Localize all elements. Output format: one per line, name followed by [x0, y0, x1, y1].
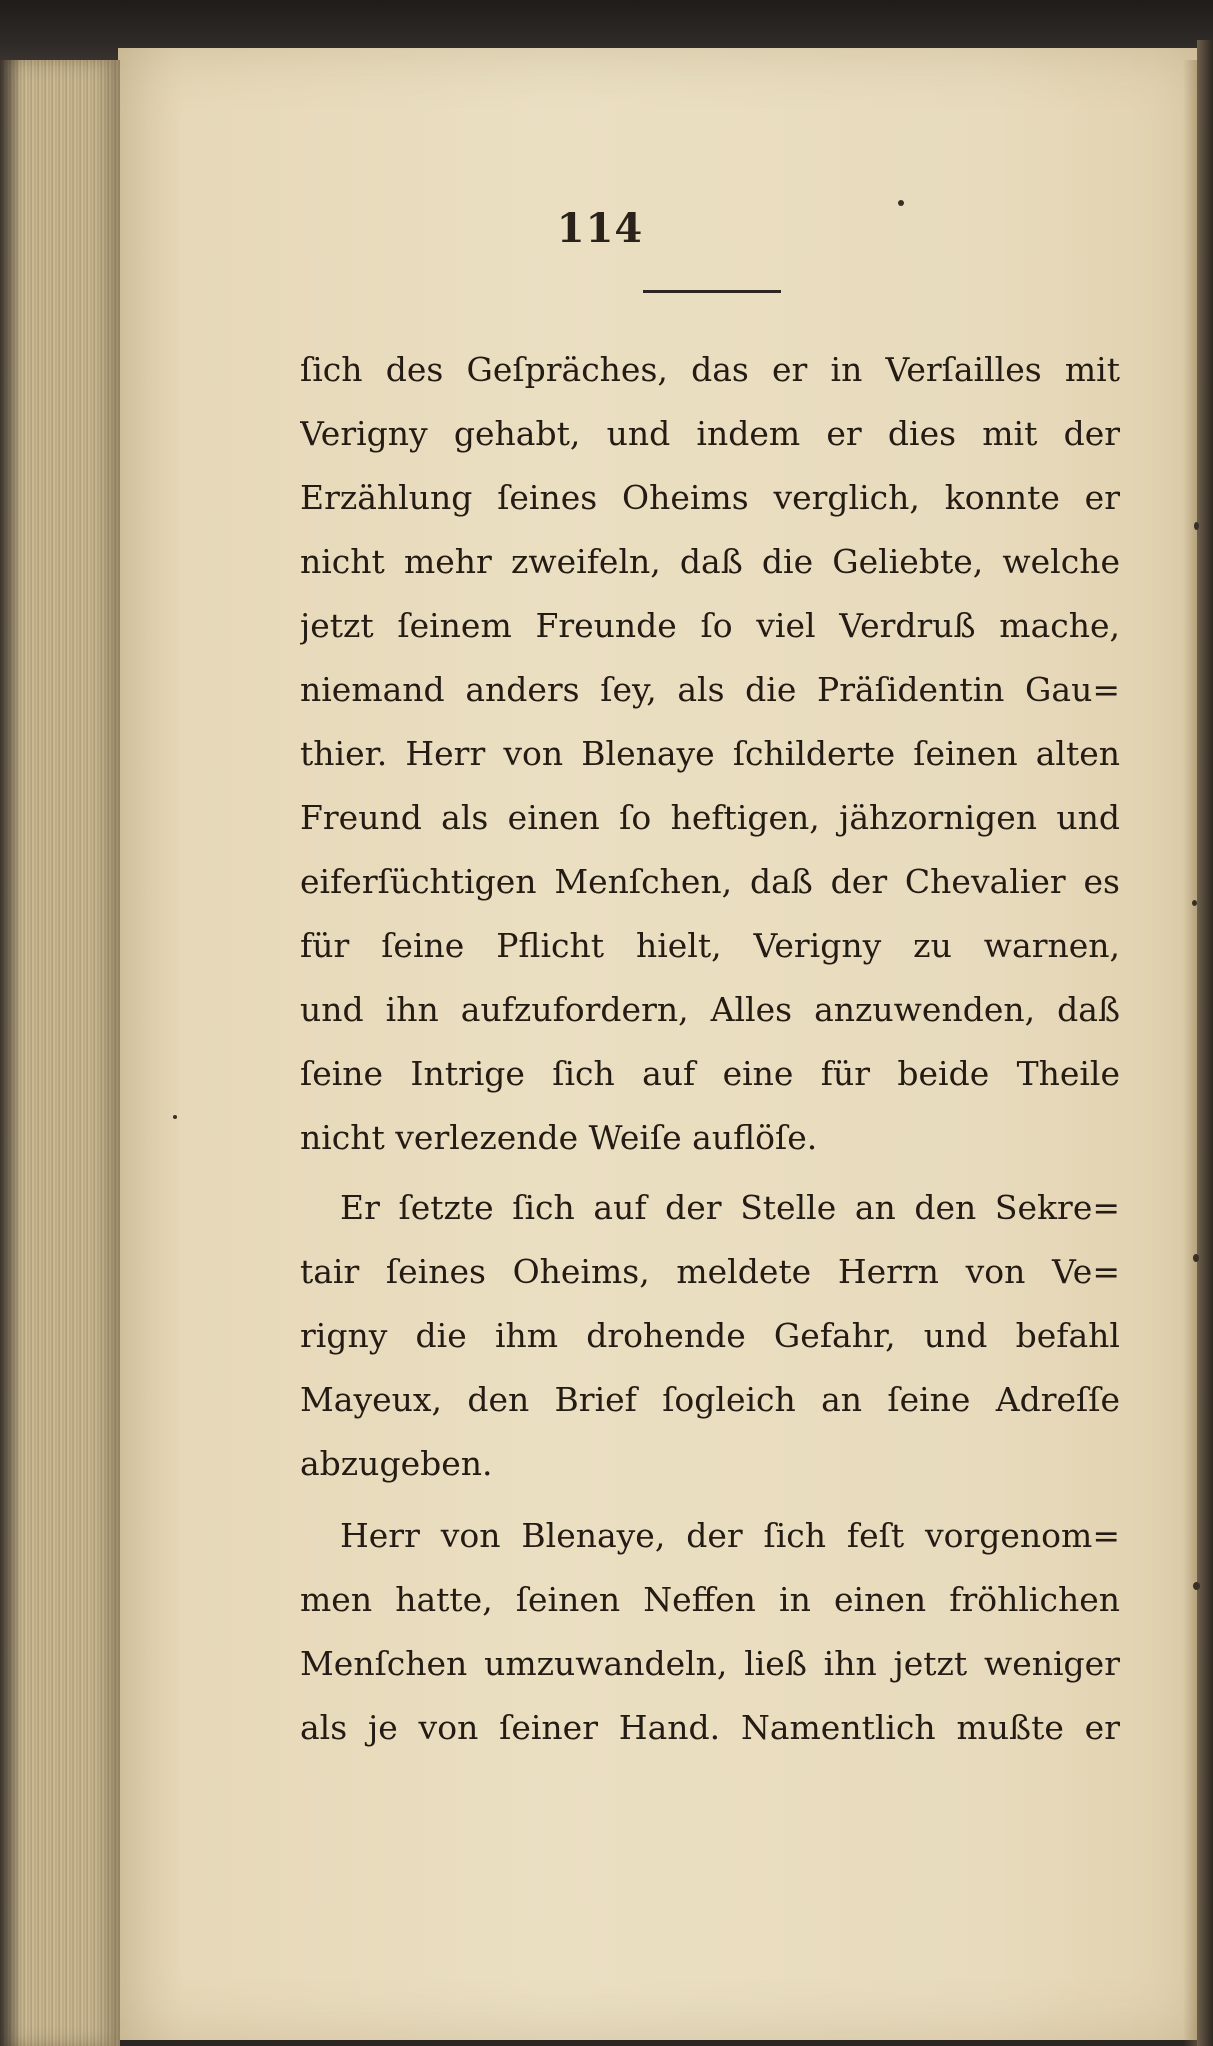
text-line: Er ſetzte ſich auf der Stelle an den Sekre=	[340, 1188, 1120, 1227]
text-line: niemand anders ſey, als die Präſidentin Gau=	[300, 670, 1120, 709]
margin-speck	[1192, 900, 1197, 906]
text-line: abzugeben.	[300, 1444, 493, 1483]
text-line: nicht verlezende Weiſe auflöſe.	[300, 1118, 818, 1157]
text-line: Herr von Blenaye, der ſich feſt vorgenom=	[340, 1516, 1120, 1555]
text-line: jetzt ſeinem Freunde ſo viel Verdruß mache,	[300, 606, 1120, 645]
text-line: Menſchen umzuwandeln, ließ ihn jetzt weniger	[300, 1644, 1120, 1683]
text-line: und ihn aufzufordern, Alles anzuwenden, daß	[300, 990, 1120, 1029]
page-stack-shadow	[0, 60, 22, 2046]
page-number: 114	[556, 205, 644, 252]
margin-speck	[898, 200, 904, 206]
text-line: Mayeux, den Brief ſogleich an ſeine Adreſſe	[300, 1380, 1120, 1419]
margin-speck	[1193, 1254, 1199, 1262]
text-line: rigny die ihm drohende Gefahr, und befahl	[300, 1316, 1120, 1355]
text-line: Erzählung ſeines Oheims verglich, konnte er	[300, 478, 1120, 517]
page-number-rule	[643, 290, 781, 293]
page-right-shade	[1183, 60, 1197, 2046]
text-line: nicht mehr zweifeln, daß die Geliebte, welche	[300, 542, 1120, 581]
text-line: als je von ſeiner Hand. Namentlich mußte er	[300, 1708, 1120, 1747]
text-line: ſich des Geſpräches, das er in Verſailles mit	[300, 350, 1120, 389]
margin-speck	[1194, 522, 1199, 530]
text-line: Freund als einen ſo heftigen, jähzornigen und	[300, 798, 1120, 837]
margin-speck	[173, 1115, 177, 1119]
text-line: ſeine Intrige ſich auf eine für beide Theile	[300, 1054, 1120, 1093]
text-line: men hatte, ſeinen Neffen in einen fröhlichen	[300, 1580, 1120, 1619]
text-line: Verigny gehabt, und indem er dies mit der	[300, 414, 1120, 453]
text-line: eiferſüchtigen Menſchen, daß der Chevalier es	[300, 862, 1120, 901]
text-line: thier. Herr von Blenaye ſchilderte ſeinen alten	[300, 734, 1120, 773]
text-line: für ſeine Pflicht hielt, Verigny zu warnen,	[300, 926, 1120, 965]
book-right-edge	[1197, 40, 1213, 2046]
text-line: tair ſeines Oheims, meldete Herrn von Ve=	[300, 1252, 1120, 1291]
margin-speck	[1193, 1582, 1200, 1590]
